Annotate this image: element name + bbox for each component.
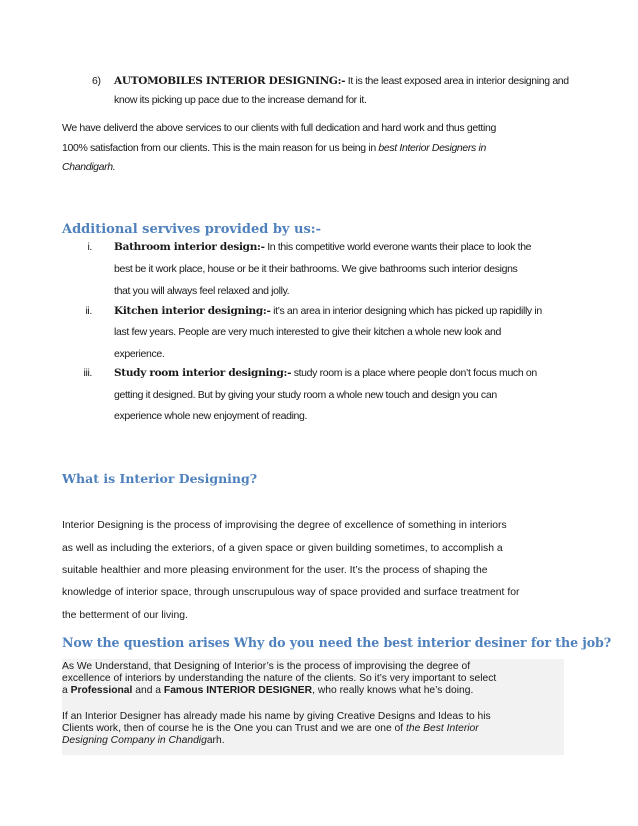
p1-line3-c: and a: [132, 685, 164, 696]
question-heading: Now the question arises Why do you need the best interior desiner for the job?: [62, 635, 612, 650]
what-is-line-4: knowledge of interior space, through unscrupulous way of space provided and surface treatment for: [62, 587, 520, 598]
service-2-number: ii.: [85, 305, 92, 317]
service-1-line1: [114, 241, 531, 253]
service-2-text: it’s an area in interior designing which has picked up rapidilly in: [270, 305, 542, 317]
service-3-text: study room is a place where people don’t focus much on: [291, 367, 537, 379]
service-1-line3: that you will always feel relaxed and jolly.: [114, 285, 290, 297]
what-is-line-5: the betterment of our living.: [62, 610, 188, 621]
additional-heading: Additional servives provided by us:-: [62, 222, 321, 237]
service-1-text: In this competitive world everone wants their place to look the: [264, 241, 532, 253]
famous-designer-bold: Famous INTERIOR DESIGNER: [163, 685, 313, 696]
item-6-text: It is the least exposed area in interior designing and: [345, 75, 569, 87]
service-3-line3: experience whole new enjoyment of reading.: [114, 410, 308, 422]
item-6-line1: [114, 75, 569, 87]
service-1-number: i.: [87, 241, 92, 253]
service-2-line1: [114, 305, 542, 317]
intro-line2: [62, 142, 486, 154]
question-p2-line3: [62, 735, 225, 747]
question-p2-line2: [62, 723, 479, 735]
p2-line2-text: Clients work, then of course he is the One you can Trust and we are one of: [62, 723, 406, 734]
question-p2-line1: If an Interior Designer has already made his name by giving Creative Designs and Ideas to his: [62, 711, 491, 722]
service-2-line3: experience.: [114, 348, 165, 360]
what-is-heading: What is Interior Designing?: [62, 471, 258, 486]
service-3-line2: getting it designed. But by giving your study room a whole new touch and design you can: [114, 389, 497, 401]
question-p1-line1: As We Understand, that Designing of Interior’s is the process of improvising the degree of: [62, 661, 471, 672]
service-2-title: Kitchen interior designing:-: [114, 305, 271, 317]
service-3-number: iii.: [83, 367, 92, 379]
question-p1-line3: [62, 685, 473, 697]
p2-line2-italic: the Best Interior: [406, 723, 479, 734]
question-p1-line2: excellence of interiors by understanding the nature of the clients. So it’s very important to select: [62, 673, 497, 684]
p2-line3-italic: Designing Company in Chandig: [62, 735, 207, 746]
service-3-line1: [114, 367, 537, 379]
professional-bold: Professional: [70, 685, 133, 696]
service-3-title: Study room interior designing:-: [114, 367, 292, 379]
what-is-line-3: suitable healthier and more pleasing environment for the user. It’s the process of shaping the: [62, 565, 488, 576]
item-6-line2: know its picking up pace due to the increase demand for it.: [114, 94, 367, 106]
intro-line1: We have deliverd the above services to our clients with full dedication and hard work and thus getting: [62, 122, 496, 134]
item-6-title: AUTOMOBILES INTERIOR DESIGNING:-: [114, 75, 346, 87]
intro-line2-text: 100% satisfaction from our clients. This is the main reason for us being in: [62, 142, 379, 154]
p2-line3-end: arh.: [206, 735, 225, 746]
p1-line3-a: a: [62, 685, 71, 696]
what-is-line-1: Interior Designing is the process of improvising the degree of excellence of something in interiors: [62, 520, 507, 531]
intro-line3: Chandigarh.: [62, 161, 116, 173]
what-is-line-2: as well as including the exteriors, of a given space or given building sometimes, to accomplish a: [62, 543, 503, 554]
p1-line3-e: , who really knows what he’s doing.: [312, 685, 474, 696]
service-1-title: Bathroom interior design:-: [114, 241, 265, 253]
service-2-line2: last few years. People are very much interested to give their kitchen a whole new look and: [114, 326, 501, 338]
service-1-line2: best be it work place, house or be it their bathrooms. We give bathrooms such interior designs: [114, 263, 518, 275]
intro-highlight: best Interior Designers in: [378, 142, 486, 154]
item-6-number: 6): [92, 75, 101, 87]
